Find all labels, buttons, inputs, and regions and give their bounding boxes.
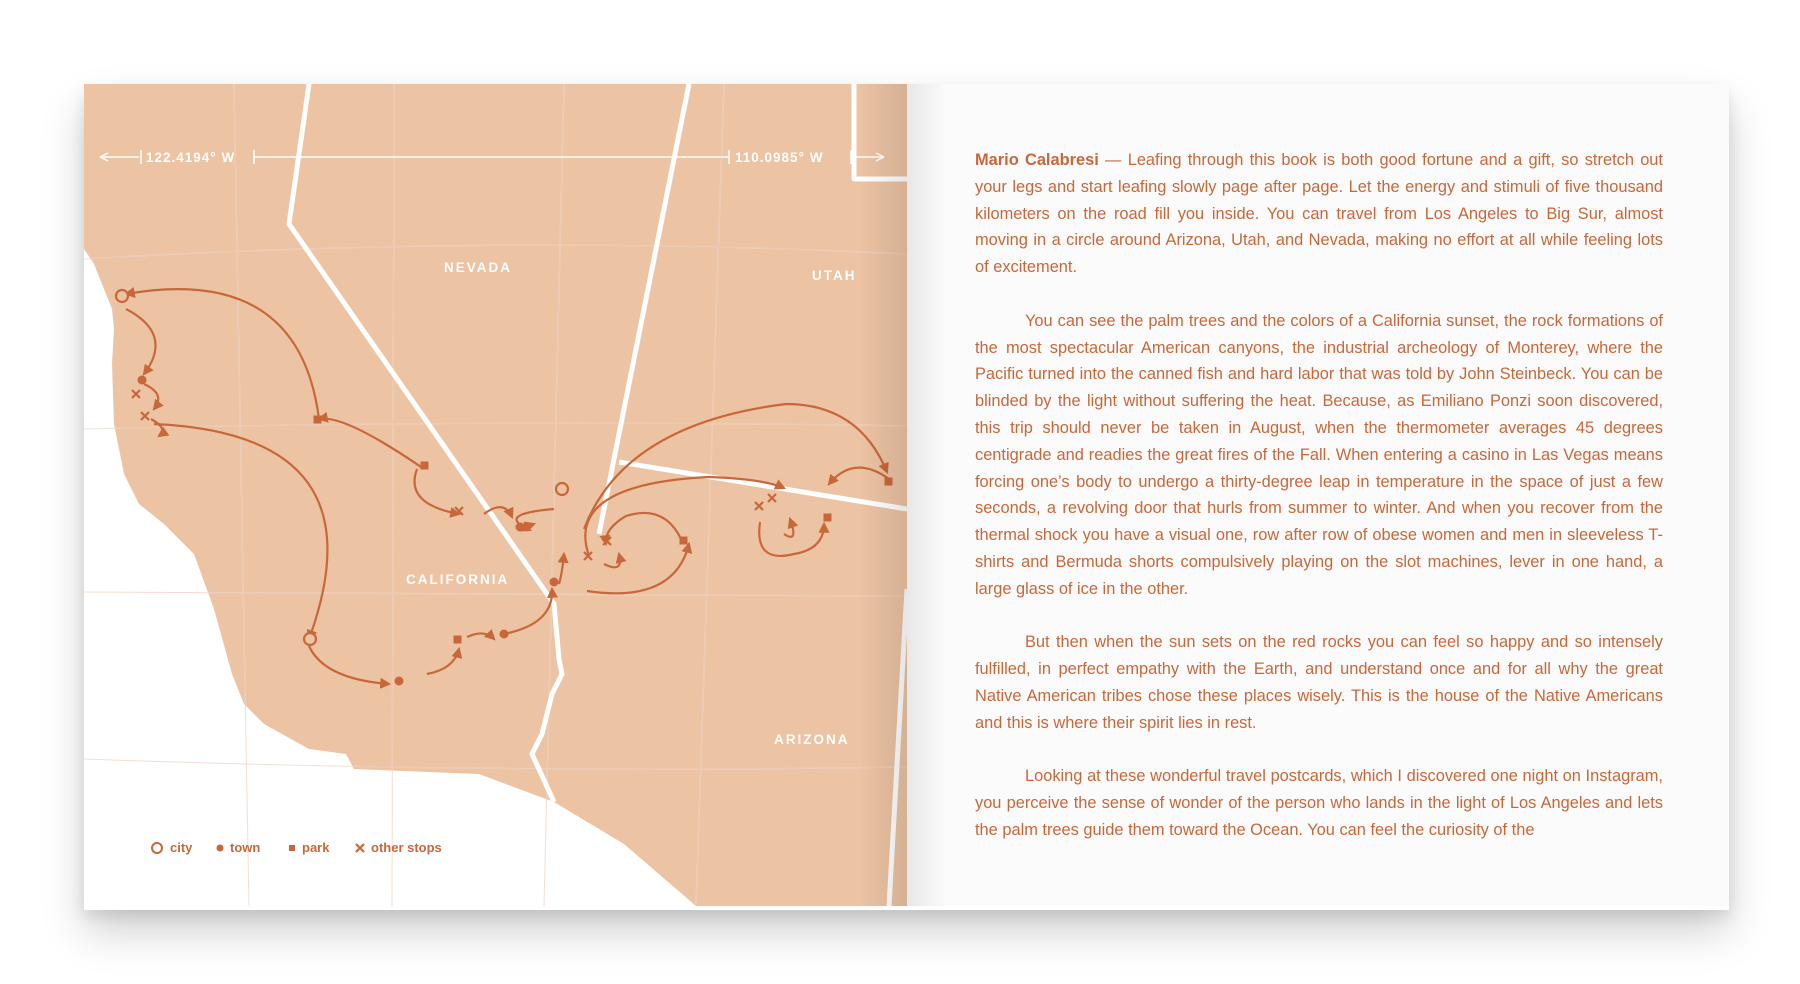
map-legend [152, 840, 442, 855]
town-marker [395, 677, 403, 685]
legend-park-icon [289, 845, 295, 851]
state-label-nevada: NEVADA [444, 260, 513, 275]
legend-city-icon [152, 843, 162, 853]
park-marker [824, 514, 831, 521]
coord-left-label: 122.4194° W [146, 150, 236, 165]
paragraph-1 [975, 147, 1663, 281]
park-marker [885, 478, 892, 485]
text-page [907, 84, 1729, 906]
town-marker [516, 523, 524, 531]
city-marker [556, 483, 568, 495]
paragraph-4: Looking at these wonderful travel postcards, which I discovered one night on Instagram, you perceive the sense of wonder of the person who lands in the light of Los Angeles and lets the palm trees guide them toward the Ocean. You can feel the curiosity of the [975, 767, 1663, 839]
map-page [84, 84, 907, 906]
legend-other-icon [356, 844, 364, 852]
city-marker [116, 290, 128, 302]
land-mass [84, 84, 907, 906]
town-marker [550, 578, 558, 586]
park-marker [454, 636, 461, 643]
paragraph-2: You can see the palm trees and the colors of a California sunset, the rock formations of the most spectacular American canyons, the industrial archeology of Monterey, where the Pacific turned into the canned fish and hard labor that was told by John Steinbeck. You can be blinded by the light without suffering the heat. Because, as Emiliano Ponzi soon discovered, this trip should never be taken in August, when the thermometer averages 45 degrees centigrade and readies the great fires of the Fall. When entering a casino in Las Vegas means forcing one’s body to undergo a thirty-degree leap in temperature in the space of just a few seconds, a revolving door that hurls from summer to winter. And when you recover from the thermal shock you have a visual one, row after row of obese women and men in sleeveless T-shirts and Bermuda shorts compulsively playing on the slot machines, lever in one hand, a large glass of ice in the other. [975, 311, 1663, 598]
route-map [84, 84, 907, 906]
town-marker [500, 630, 508, 638]
coord-right-label: 110.0985° W [735, 150, 824, 165]
legend-town-label: town [230, 840, 261, 855]
city-marker [304, 633, 316, 645]
state-label-arizona: ARIZONA [774, 732, 850, 747]
legend-town-icon [217, 845, 224, 852]
park-marker [314, 416, 321, 423]
article-body [975, 147, 1663, 871]
town-marker [138, 376, 146, 384]
legend-park-label: park [302, 840, 330, 855]
legend-other-label: other stops [371, 840, 442, 855]
author-name: Mario Calabresi [975, 151, 1099, 169]
park-marker [421, 462, 428, 469]
park-marker [680, 537, 687, 544]
state-label-california: CALIFORNIA [406, 572, 510, 587]
page-gutter-shadow-right [907, 84, 947, 906]
legend-city-label: city [170, 840, 193, 855]
paragraph-1-text: — Leafing through this book is both good fortune and a gift, so stretch out your legs and start leafing slowly page after page. Let the energy and stimuli of five thousand kilometers on the road fill you inside. You can travel from Los Angeles to Big Sur, almost moving in a circle around Arizona, Utah, and Nevada, making no effort at all while feeling lots of excitement. [975, 151, 1663, 277]
state-label-utah: UTAH [812, 268, 857, 283]
paragraph-3: But then when the sun sets on the red rocks you can feel so happy and so intensely fulfilled, in perfect empathy with the Earth, and understand once and for all why the great Native American tribes chose these places wisely. This is the house of the Native Americans and this is where their spirit lies in rest. [975, 633, 1663, 732]
